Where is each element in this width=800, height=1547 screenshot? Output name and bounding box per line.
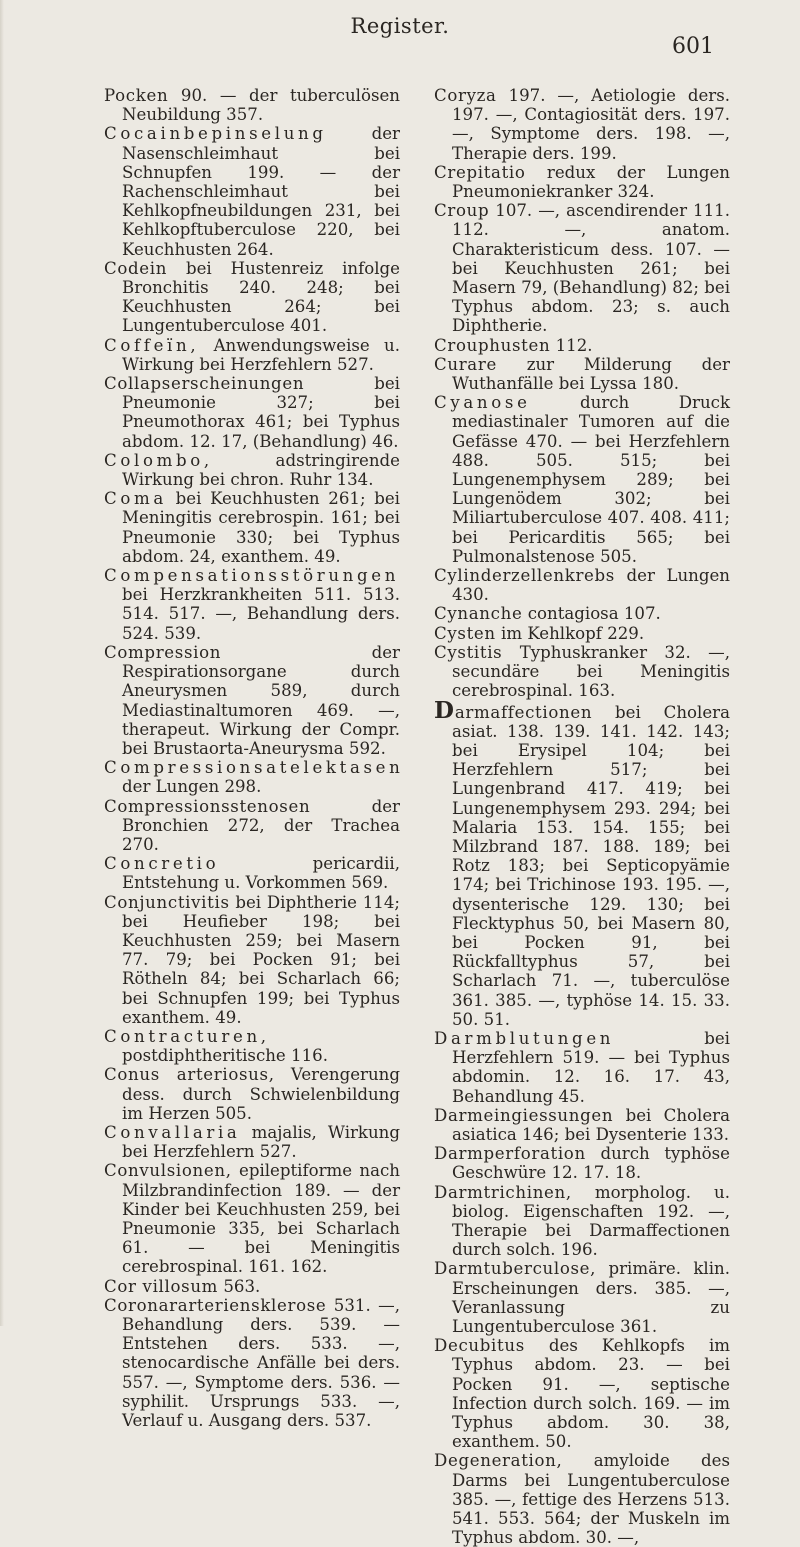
entry-references: 107. —, ascendirender 111. 112. —, anatom. Charakteristicum dess. 107. — bei Keuchhusten 261; bei Masern 79, (Behandlung) 82; bei Typhus abdom. 23; s. auch Diphtherie. bbox=[452, 201, 730, 336]
entry-references: zur Milderung der Wuthanfälle bei Lyssa 180. bbox=[452, 354, 730, 394]
index-entry bbox=[434, 566, 730, 604]
index-entry bbox=[434, 336, 730, 355]
entry-references: pericardii, Entstehung u. Vorkommen 569. bbox=[122, 854, 400, 893]
page-edge-shadow bbox=[0, 0, 4, 1326]
index-entry bbox=[434, 1451, 730, 1547]
entry-headword: Crepitatio bbox=[434, 162, 526, 182]
entry-references: Verengerung dess. durch Schwielenbildung im Herzen 505. bbox=[122, 1065, 400, 1123]
page-number: 601 bbox=[672, 34, 714, 59]
entry-headword: Darmperforation bbox=[434, 1144, 586, 1164]
entry-headword: Darmtrichinen, bbox=[434, 1182, 572, 1202]
index-entry bbox=[104, 374, 400, 451]
entry-headword: Cynanche bbox=[434, 604, 523, 624]
entry-references: postdiphtheritische 116. bbox=[122, 1046, 328, 1066]
left-index-column bbox=[104, 86, 404, 1431]
index-entry bbox=[104, 489, 400, 566]
entry-headword: Darmeingiessungen bbox=[434, 1105, 614, 1125]
entry-references: bei Hustenreiz infolge Bronchitis 240. 248; bei Keuchhusten 264; bei Lungentuberculose 401. bbox=[122, 258, 400, 336]
entry-references: redux der Lungen Pneumoniekranker 324. bbox=[452, 162, 730, 202]
index-entry bbox=[104, 893, 400, 1027]
entry-headword: Compression bbox=[104, 642, 222, 662]
index-entry bbox=[434, 696, 730, 1029]
entry-headword: Darmtuberculose, bbox=[434, 1259, 597, 1279]
entry-references: 90. — der tuberculösen Neubildung 357. bbox=[122, 86, 400, 125]
index-entry bbox=[434, 1106, 730, 1144]
index-entry bbox=[434, 1144, 730, 1182]
entry-headword: Cyanose bbox=[434, 393, 531, 413]
entry-references: Anwendungsweise u. Wirkung bei Herzfehlern 527. bbox=[122, 335, 400, 374]
index-entry bbox=[434, 1336, 730, 1451]
entry-references: majalis, Wirkung bei Herzfehlern 527. bbox=[122, 1122, 400, 1162]
entry-headword: Curare bbox=[434, 354, 497, 374]
index-entry bbox=[104, 451, 400, 489]
entry-references: 197. —, Aetiologie ders. 197. —, Contagiosität ders. 197. —, Symptome ders. 198. —, Therapie ders. 199. bbox=[452, 86, 730, 163]
index-entry bbox=[104, 797, 400, 855]
entry-references: durch Druck mediastinaler Tumoren auf die Gefässe 470. — bei Herzfehlern 488. 505. 515; bei Lungenemphysem 289; bei Lungenödem 302; bei Miliartuberculose 407. 408. 411; bei Pericarditis 565; bei Pulmonalstenose 505. bbox=[452, 393, 730, 566]
section-initial-letter: D bbox=[434, 696, 455, 724]
index-entry bbox=[104, 1065, 400, 1123]
entry-headword: Cystitis bbox=[434, 642, 503, 662]
entry-references: amyloide des Darms bei Lungentuberculose 385. —, fettige des Herzens 513. 541. 553. 564; der Muskeln im Typhus abdom. 30. —, bbox=[452, 1451, 730, 1547]
entry-headword: Collapserscheinungen bbox=[104, 374, 305, 394]
index-entry bbox=[434, 1029, 730, 1106]
index-entry bbox=[104, 643, 400, 758]
entry-references: des Kehlkopfs im Typhus abdom. 23. — bei Pocken 91. —, septische Infection durch solch. 169. — im Typhus abdom. 30. 38, exanthem. 50. bbox=[452, 1336, 730, 1452]
running-title: Register. bbox=[350, 14, 450, 38]
entry-headword: Coma bbox=[104, 489, 167, 509]
entry-references: 563. bbox=[218, 1276, 261, 1296]
entry-headword: Decubitus bbox=[434, 1336, 525, 1356]
entry-references: adstringirende Wirkung bei chron. Ruhr 134. bbox=[122, 450, 400, 490]
entry-headword: Cysten bbox=[434, 623, 496, 643]
entry-references: primäre. klin. Erscheinungen ders. 385. —, Veranlassung zu Lungentuberculose 361. bbox=[452, 1259, 730, 1336]
index-entry bbox=[434, 201, 730, 335]
index-entry bbox=[104, 1296, 400, 1430]
entry-headword: Degeneration, bbox=[434, 1451, 563, 1471]
index-entry bbox=[434, 163, 730, 201]
entry-references: Typhuskranker 32. —, secundäre bei Meningitis cerebrospinal. 163. bbox=[452, 642, 730, 701]
entry-references: contagiosa 107. bbox=[522, 604, 661, 624]
entry-references: 112. bbox=[550, 335, 593, 355]
right-index-column bbox=[434, 86, 730, 1547]
entry-headword: Conus arteriosus, bbox=[104, 1065, 275, 1085]
entry-references: im Kehlkopf 229. bbox=[495, 623, 645, 643]
entry-references: bei Herzfehlern 519. — bei Typhus abdomin. 12. 16. 17. 43, Behandlung 45. bbox=[452, 1028, 730, 1106]
index-entry bbox=[104, 336, 400, 374]
entry-headword: Coronararteriensklerose bbox=[104, 1295, 327, 1315]
index-entry bbox=[104, 1161, 400, 1276]
entry-references: der Lungen 298. bbox=[122, 777, 262, 797]
entry-headword: Coffeïn, bbox=[104, 335, 200, 355]
index-entry bbox=[104, 1027, 400, 1065]
index-entry bbox=[434, 86, 730, 163]
entry-references: bei Cholera asiat. 138. 139. 141. 142. 143; bei Erysipel 104; bei Herzfehlern 517; bei Lungenbrand 417. 419; bei Lungenemphysem 293. 294; bei Malaria 153. 154. 155; bei Milzbrand 187. 188. 189; bei Rotz 183; bei Septicopyämie 174; bei Trichinose 193. 195. —, dysenterische 129. 130; bei Flecktyphus 50, bei Masern 80, bei Pocken 91, bei Rückfalltyphus 57, bei Scharlach 71. —, tuberculöse 361. 385. —, typhöse 14. 15. 33. 50. 51. bbox=[452, 702, 730, 1029]
entry-headword: Contracturen, bbox=[104, 1026, 270, 1046]
entry-references: bei Diphtherie 114; bei Heufieber 198; bei Keuchhusten 259; bei Masern 77. 79; bei Pocken 91; bei Rötheln 84; bei Scharlach 66; bei Schnupfen 199; bei Typhus exanthem. 49. bbox=[122, 892, 400, 1027]
index-entry bbox=[434, 604, 730, 623]
entry-headword: Crouphusten bbox=[434, 335, 551, 355]
entry-references: morpholog. u. biolog. Eigenschaften 192. —, Therapie bei Darmaffectionen durch solch. 196. bbox=[452, 1182, 730, 1260]
entry-headword: Convulsionen, bbox=[104, 1161, 232, 1181]
index-entry bbox=[104, 566, 400, 643]
index-entry bbox=[104, 1277, 400, 1296]
entry-headword: Compensationsstörungen bbox=[104, 566, 400, 586]
entry-references: durch typhöse Geschwüre 12. 17. 18. bbox=[452, 1144, 730, 1183]
entry-references: 531. —, Behandlung ders. 539. — Entstehen ders. 533. —, stenocardische Anfälle bei ders. 557. —, Symptome ders. 536. — syphilit. Ursprungs 533. —, Verlauf u. Ausgang ders. 537. bbox=[122, 1295, 400, 1431]
entry-references: epileptiforme nach Milzbrandinfection 189. — der Kinder bei Keuchhusten 259, bei Pneumonie 335, bei Scharlach 61. — bei Meningitis cerebrospinal. 161. 162. bbox=[122, 1161, 400, 1277]
entry-headword: Cor villosum bbox=[104, 1276, 219, 1296]
entry-headword: Colombo, bbox=[104, 450, 213, 470]
entry-headword: Darmblutungen bbox=[434, 1028, 615, 1048]
entry-headword: Cocainbepinselung bbox=[104, 124, 327, 144]
page-header bbox=[0, 0, 800, 58]
index-entry bbox=[434, 624, 730, 643]
entry-headword: Compressionsstenosen bbox=[104, 796, 311, 816]
entry-headword: armaffectionen bbox=[454, 702, 593, 722]
index-entry bbox=[434, 643, 730, 701]
entry-references: der Respirationsorgane durch Aneurysmen 589, durch Mediastinaltumoren 469. —, therapeut. Wirkung der Compr. bei Brustaorta-Aneurysma 592. bbox=[122, 642, 400, 758]
entry-headword: Croup bbox=[434, 201, 490, 221]
index-entry bbox=[434, 355, 730, 393]
entry-references: der Bronchien 272, der Trachea 270. bbox=[122, 796, 400, 854]
entry-references: bei Cholera asiatica 146; bei Dysenterie 133. bbox=[452, 1105, 730, 1144]
index-entry bbox=[104, 86, 400, 124]
entry-headword: Convallaria bbox=[104, 1122, 241, 1142]
index-entry bbox=[104, 124, 400, 258]
entry-references: bei Pneumonie 327; bei Pneumothorax 461; bei Typhus abdom. 12. 17, (Behandlung) 46. bbox=[122, 374, 400, 451]
entry-headword: Concretio bbox=[104, 854, 220, 874]
entry-references: der Nasenschleimhaut bei Schnupfen 199. — der Rachenschleimhaut bei Kehlkopfneubildungen 231, bei Kehlkopftuberculose 220, bei Keuchhusten 264. bbox=[122, 124, 400, 259]
index-entry bbox=[104, 1123, 400, 1161]
index-entry bbox=[434, 1259, 730, 1336]
entry-headword: Coryza bbox=[434, 86, 497, 105]
entry-references: der Lungen 430. bbox=[452, 566, 730, 605]
index-entry bbox=[104, 259, 400, 336]
index-entry bbox=[104, 758, 404, 797]
entry-headword: Cylinderzellenkrebs bbox=[434, 566, 615, 586]
index-entry bbox=[434, 393, 730, 566]
index-entry bbox=[104, 854, 400, 892]
entry-headword: Compressionsatelektasen bbox=[104, 758, 404, 778]
entry-headword: Conjunctivitis bbox=[104, 892, 230, 912]
entry-references: bei Herzkrankheiten 511. 513. 514. 517. —, Behandlung ders. 524. 539. bbox=[122, 585, 400, 643]
entry-references: bei Keuchhusten 261; bei Meningitis cerebrospin. 161; bei Pneumonie 330; bei Typhus abdom. 24, exanthem. 49. bbox=[122, 489, 400, 566]
entry-headword: Codein bbox=[104, 258, 168, 278]
index-entry bbox=[434, 1183, 730, 1260]
entry-headword: Pocken bbox=[104, 86, 169, 105]
